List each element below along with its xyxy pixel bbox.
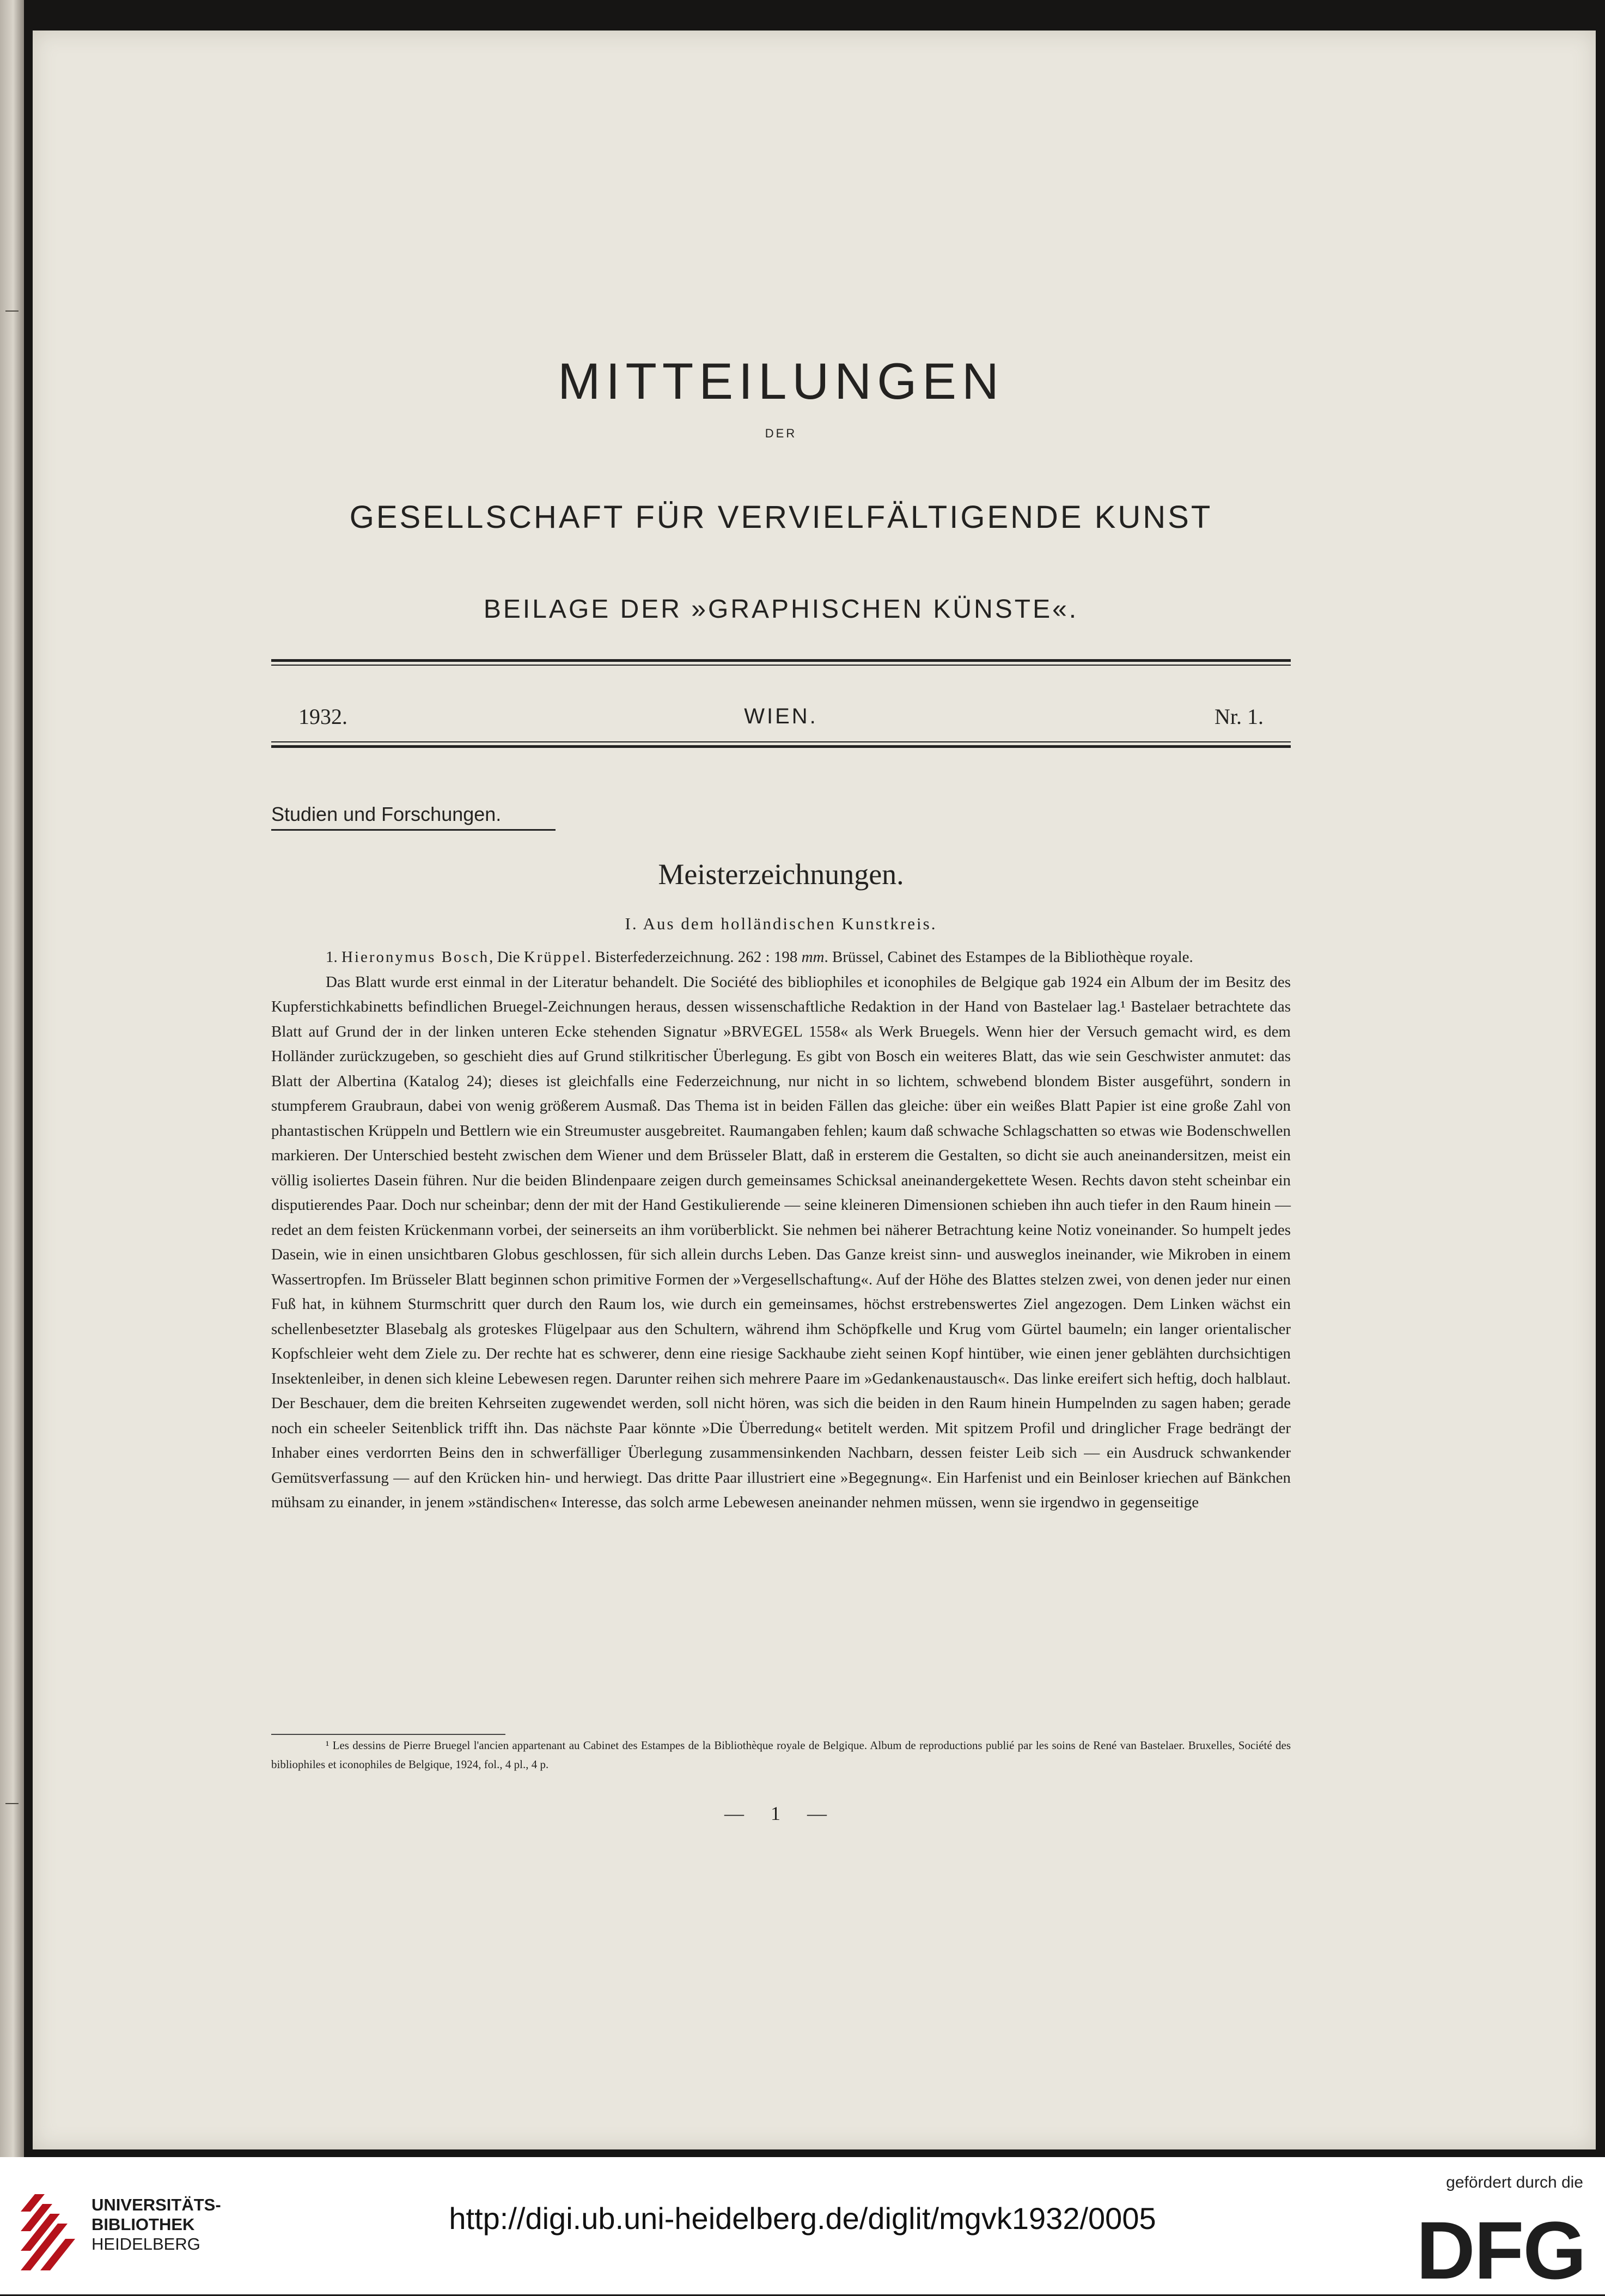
section-underline <box>271 829 556 831</box>
masthead-supplement: BEILAGE DER »GRAPHISCHEN KÜNSTE«. <box>483 595 1079 624</box>
funding-note: gefördert durch die <box>1446 2173 1583 2191</box>
page-content <box>271 31 1291 2149</box>
entry-separator: , Die <box>489 948 524 966</box>
library-name-line: BIBLIOTHEK <box>91 2215 195 2234</box>
header-rule-top-thin <box>271 665 1291 666</box>
issue-number: Nr. 1. <box>1214 704 1264 729</box>
permalink-url[interactable]: http://digi.ub.uni-heidelberg.de/diglit/mgvk1932/0005 <box>449 2201 1156 2236</box>
footnote-rule <box>271 1734 505 1735</box>
article-subtitle: I. Aus dem holländischen Kunstkreis. <box>625 914 937 933</box>
entry-work: Krüppel <box>523 948 587 966</box>
library-name-line: HEIDELBERG <box>91 2234 200 2254</box>
issue-year: 1932. <box>298 704 347 729</box>
issue-line <box>298 700 1264 733</box>
entry-location: . Brüssel, Cabinet des Estampes de la Bibliothèque royale. <box>824 948 1193 966</box>
entry-number: 1. <box>326 948 338 966</box>
entry-artist: Hieronymus Bosch <box>341 948 490 966</box>
article-paragraph: Das Blatt wurde erst einmal in der Literatur behandelt. Die Société des bibliophiles et iconophiles de Belgique gab 1924 ein Album der im Besitz des Kupferstichkabinetts befindlichen Bruegel-Zeichnungen heraus, dessen wissenschaftliche Redaktion in der Hand von Bastelaer lag.¹ Bastelaer betrachtete das Blatt auf Grund der in der linken unteren Ecke stehenden Signatur »BRVEGEL 1558« als Werk Bruegels. Wenn hier der Versuch gemacht wird, es dem Holländer zurückzugeben, so geschieht dies auf Grund stilkritischer Überlegung. Es gibt von Bosch ein weiteres Blatt, das wie sein Geschwister anmutet: das Blatt der Albertina (Katalog 24); dieses ist gleichfalls eine Federzeichnung, nur nicht in so lichtem, schwebend blondem Bister ausgeführt, sondern in stumpferem Graubraun, dabei von wenig größerem Ausmaß. Das Thema ist in beiden Fällen das gleiche: über ein weißes Blatt Papier ist eine große Zahl von phantastischen Krüppeln und Bettlern wie ein Streumuster ausgebreitet. Raumangaben fehlen; kaum daß schwache Schlagschatten so etwas wie Bodenschwellen markieren. Der Unterschied besteht zwischen dem Wiener und dem Brüsseler Blatt, daß in ersterem die Gestalten, so dicht sie auch aneinandersitzen, meist ein völlig isoliertes Dasein führen. Nur die beiden Blindenpaare zeigen durch gemeinsames Schicksal aneinandergekettete Wesen. Rechts davon steht scheinbar ein disputierendes Paar. Doch nur scheinbar; denn der mit der Hand Gestikulierende — seine kleineren Dimensionen schieben ihn auch tiefer in den Raum hinein — redet an dem feisten Krückenmann vorbei, der seinerseits an ihm vorüberblickt. Sie nehmen bei näherer Betrachtung keine Notiz voneinander. So humpelt jedes Dasein, wie in einen unsichtbaren Globus geschlossen, für sich allein durchs Leben. Das Ganze kreist sinn- und ausweglos ineinander, wie Mikroben in einem Wassertropfen. Im Brüsseler Blatt beginnen schon primitive Formen der »Vergesellschaftung«. Auf der Höhe des Blattes stelzen zwei, von denen jeder nur einen Fuß hat, in kühnem Sturmschritt quer durch den Raum los, wie durch ein gemeinsames, höchst erstrebenswertes Ziel angezogen. Dem Linken wächst ein schellenbesetzter Blasebalg als groteskes Flügelpaar aus den Schultern, während ihm Schöpfkelle und Krug vom Gürtel baumeln; ein langer orientalischer Kopfschleier weht dem Ziele zu. Der rechte hat es schwerer, denn eine riesige Sackhaube zieht seinen Kopf hintüber, wie einen jener geblähten durchsichtigen Insektenleiber, in denen sich kleine Lebewesen regen. Darunter reihen sich mehrere Paare im »Gedankenaustausch«. Das linke ereifert sich heftig, doch halblaut. Der Beschauer, dem die breiten Kehrseiten zugewendet werden, soll nicht hören, was sich die beiden in den Raum hinein Humpelnden zu sagen haben; gerade noch ein scheeler Seitenblick trifft ihn. Das nächste Paar könnte »Die Überredung« betitelt werden. Mit spitzem Profil und dringlicher Frage bedrängt der Inhaber eines verdorrten Beins den in schwerfälliger Überlegung zusammensinkenden Nachbarn, dessen feister Leib sich — ein Ausdruck schwankender Gemütsverfassung — auf den Krücken hin- und herwiegt. Das dritte Paar illustriert eine »Begegnung«. Ein Harfenist und ein Beinloser kriechen auf Bänkchen mühsam zu einander, in jenem »ständischen« Interesse, das solch arme Lebewesen aneinander nehmen müssen, wenn sie irgendwo in gegenseitige <box>271 973 1291 1511</box>
issue-city: WIEN. <box>744 704 818 728</box>
footnote: ¹ Les dessins de Pierre Bruegel l'ancien appartenant au Cabinet des Estampes de la Bibliothèque royale de Belgique. Album de reproductions publié par les soins de René van Bastelaer. Bruxelles, Société des bibliophiles et iconophiles de Belgique, 1924, fol., 4 pl., 4 p. <box>271 1739 1291 1771</box>
article-title: Meisterzeichnungen. <box>658 858 904 891</box>
edge-mark <box>5 1803 19 1804</box>
dfg-logo: DFG <box>1416 2204 1585 2296</box>
section-heading: Studien und Forschungen. <box>271 803 502 825</box>
library-name-line: UNIVERSITÄTS- <box>91 2195 221 2214</box>
masthead-title: MITTEILUNGEN <box>558 352 1004 410</box>
header-rule-bottom <box>271 745 1291 748</box>
left-page-edge <box>0 0 24 2157</box>
entry-details: . Bisterfederzeichnung. 262 : 198 <box>587 948 802 966</box>
catalog-entry <box>271 945 1291 970</box>
entry-unit: mm <box>801 948 825 966</box>
document-page <box>33 31 1596 2149</box>
article-body <box>271 945 1291 1515</box>
masthead-society: GESELLSCHAFT FÜR VERVIELFÄLTIGENDE KUNST <box>349 500 1213 535</box>
header-rule-bottom-thin <box>271 741 1291 742</box>
edge-mark <box>5 310 19 312</box>
viewer-footer <box>0 2157 1605 2294</box>
header-rule-top <box>271 659 1291 662</box>
masthead-der: DER <box>765 427 797 440</box>
page-number: — 1 — <box>724 1802 838 1824</box>
